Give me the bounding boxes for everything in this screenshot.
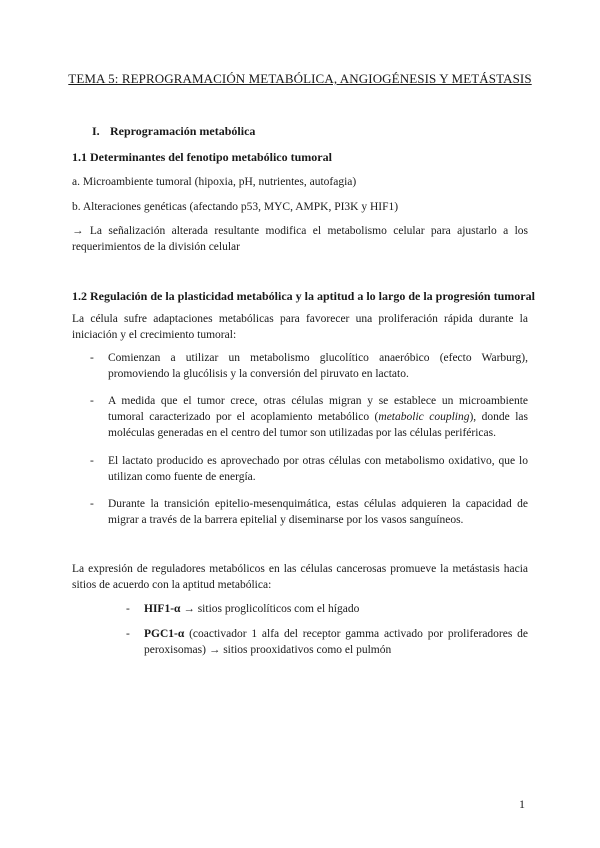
page-title: TEMA 5: REPROGRAMACIÓN METABÓLICA, ANGIOGÉNESIS Y METÁSTASIS — [68, 71, 532, 86]
page-number: 1 — [519, 797, 525, 811]
list-item-a: a. Microambiente tumoral (hipoxia, pH, nutrientes, autofagia) — [72, 176, 357, 188]
expression-paragraph: La expresión de reguladores metabólicos en las células cancerosas promueve la metástasis hacia sitios de acuerdo con la aptitud metabólica: — [72, 563, 528, 591]
regulator-name: PGC1-α — [144, 628, 185, 640]
section-number: I. — [92, 124, 100, 138]
conclusion-paragraph: → La señalización alterada resultante modifica el metabolismo celular para ajustarlo a los requerimientos de la división celular — [72, 225, 528, 253]
intro-paragraph: La célula sufre adaptaciones metabólicas para favorecer una proliferación rápida durante la iniciación y el crecimiento tumoral: — [72, 313, 528, 341]
bullet-text: A medida que el tumor crece, otras células migran y se establece un microambiente tumoral caracterizado por el acoplamiento metabólico (metabolic coupling), donde las moléculas generadas en el centro del tumor son utilizadas por las células periféricas. — [108, 395, 529, 439]
list-item-b: b. Alteraciones genéticas (afectando p53, MYC, AMPK, PI3K y HIF1) — [72, 201, 399, 213]
bullet-dash: - — [90, 352, 94, 364]
bullet-text: Durante la transición epitelio-mesenquimática, estas células adquieren la capacidad de migrar a través de la barrera epitelial y diseminarse por los vasos sanguíneos. — [108, 498, 528, 526]
bullet-dash: - — [90, 395, 94, 407]
regulator-item — [126, 601, 528, 617]
bullet-dash: - — [90, 498, 94, 510]
bullet-item — [90, 350, 528, 382]
regulator-text: → sitios proglicolíticos com el hígado — [180, 603, 360, 615]
bullet-text: Comienzan a utilizar un metabolismo glucolítico anaeróbico (efecto Warburg), promoviendo la glucólisis y la conversión del piruvato en lactato. — [108, 352, 528, 380]
bullet-item — [90, 453, 528, 485]
bullet-item — [90, 393, 528, 441]
bullet-dash: - — [126, 628, 130, 640]
subsection-heading-1-2: 1.2 Regulación de la plasticidad metabólica y la aptitud a lo largo de la progresión tumoral — [72, 289, 535, 303]
regulator-item — [126, 626, 528, 658]
bullet-item — [90, 496, 528, 528]
italic-term: metabolic coupling — [378, 411, 470, 423]
section-heading — [92, 124, 255, 139]
regulator-text: (coactivador 1 alfa del receptor gamma activado por proliferadores de peroxisomas) → sitios prooxidativos como el pulmón — [144, 628, 528, 656]
bullet-dash: - — [126, 603, 130, 615]
subsection-heading-1-1: 1.1 Determinantes del fenotipo metabólico tumoral — [72, 150, 332, 164]
bullet-text: El lactato producido es aprovechado por otras células con metabolismo oxidativo, que lo utilizan como fuente de energía. — [108, 455, 528, 483]
regulator-name: HIF1-α — [144, 603, 181, 615]
section-title: Reprogramación metabólica — [110, 124, 256, 138]
bullet-dash: - — [90, 455, 94, 467]
